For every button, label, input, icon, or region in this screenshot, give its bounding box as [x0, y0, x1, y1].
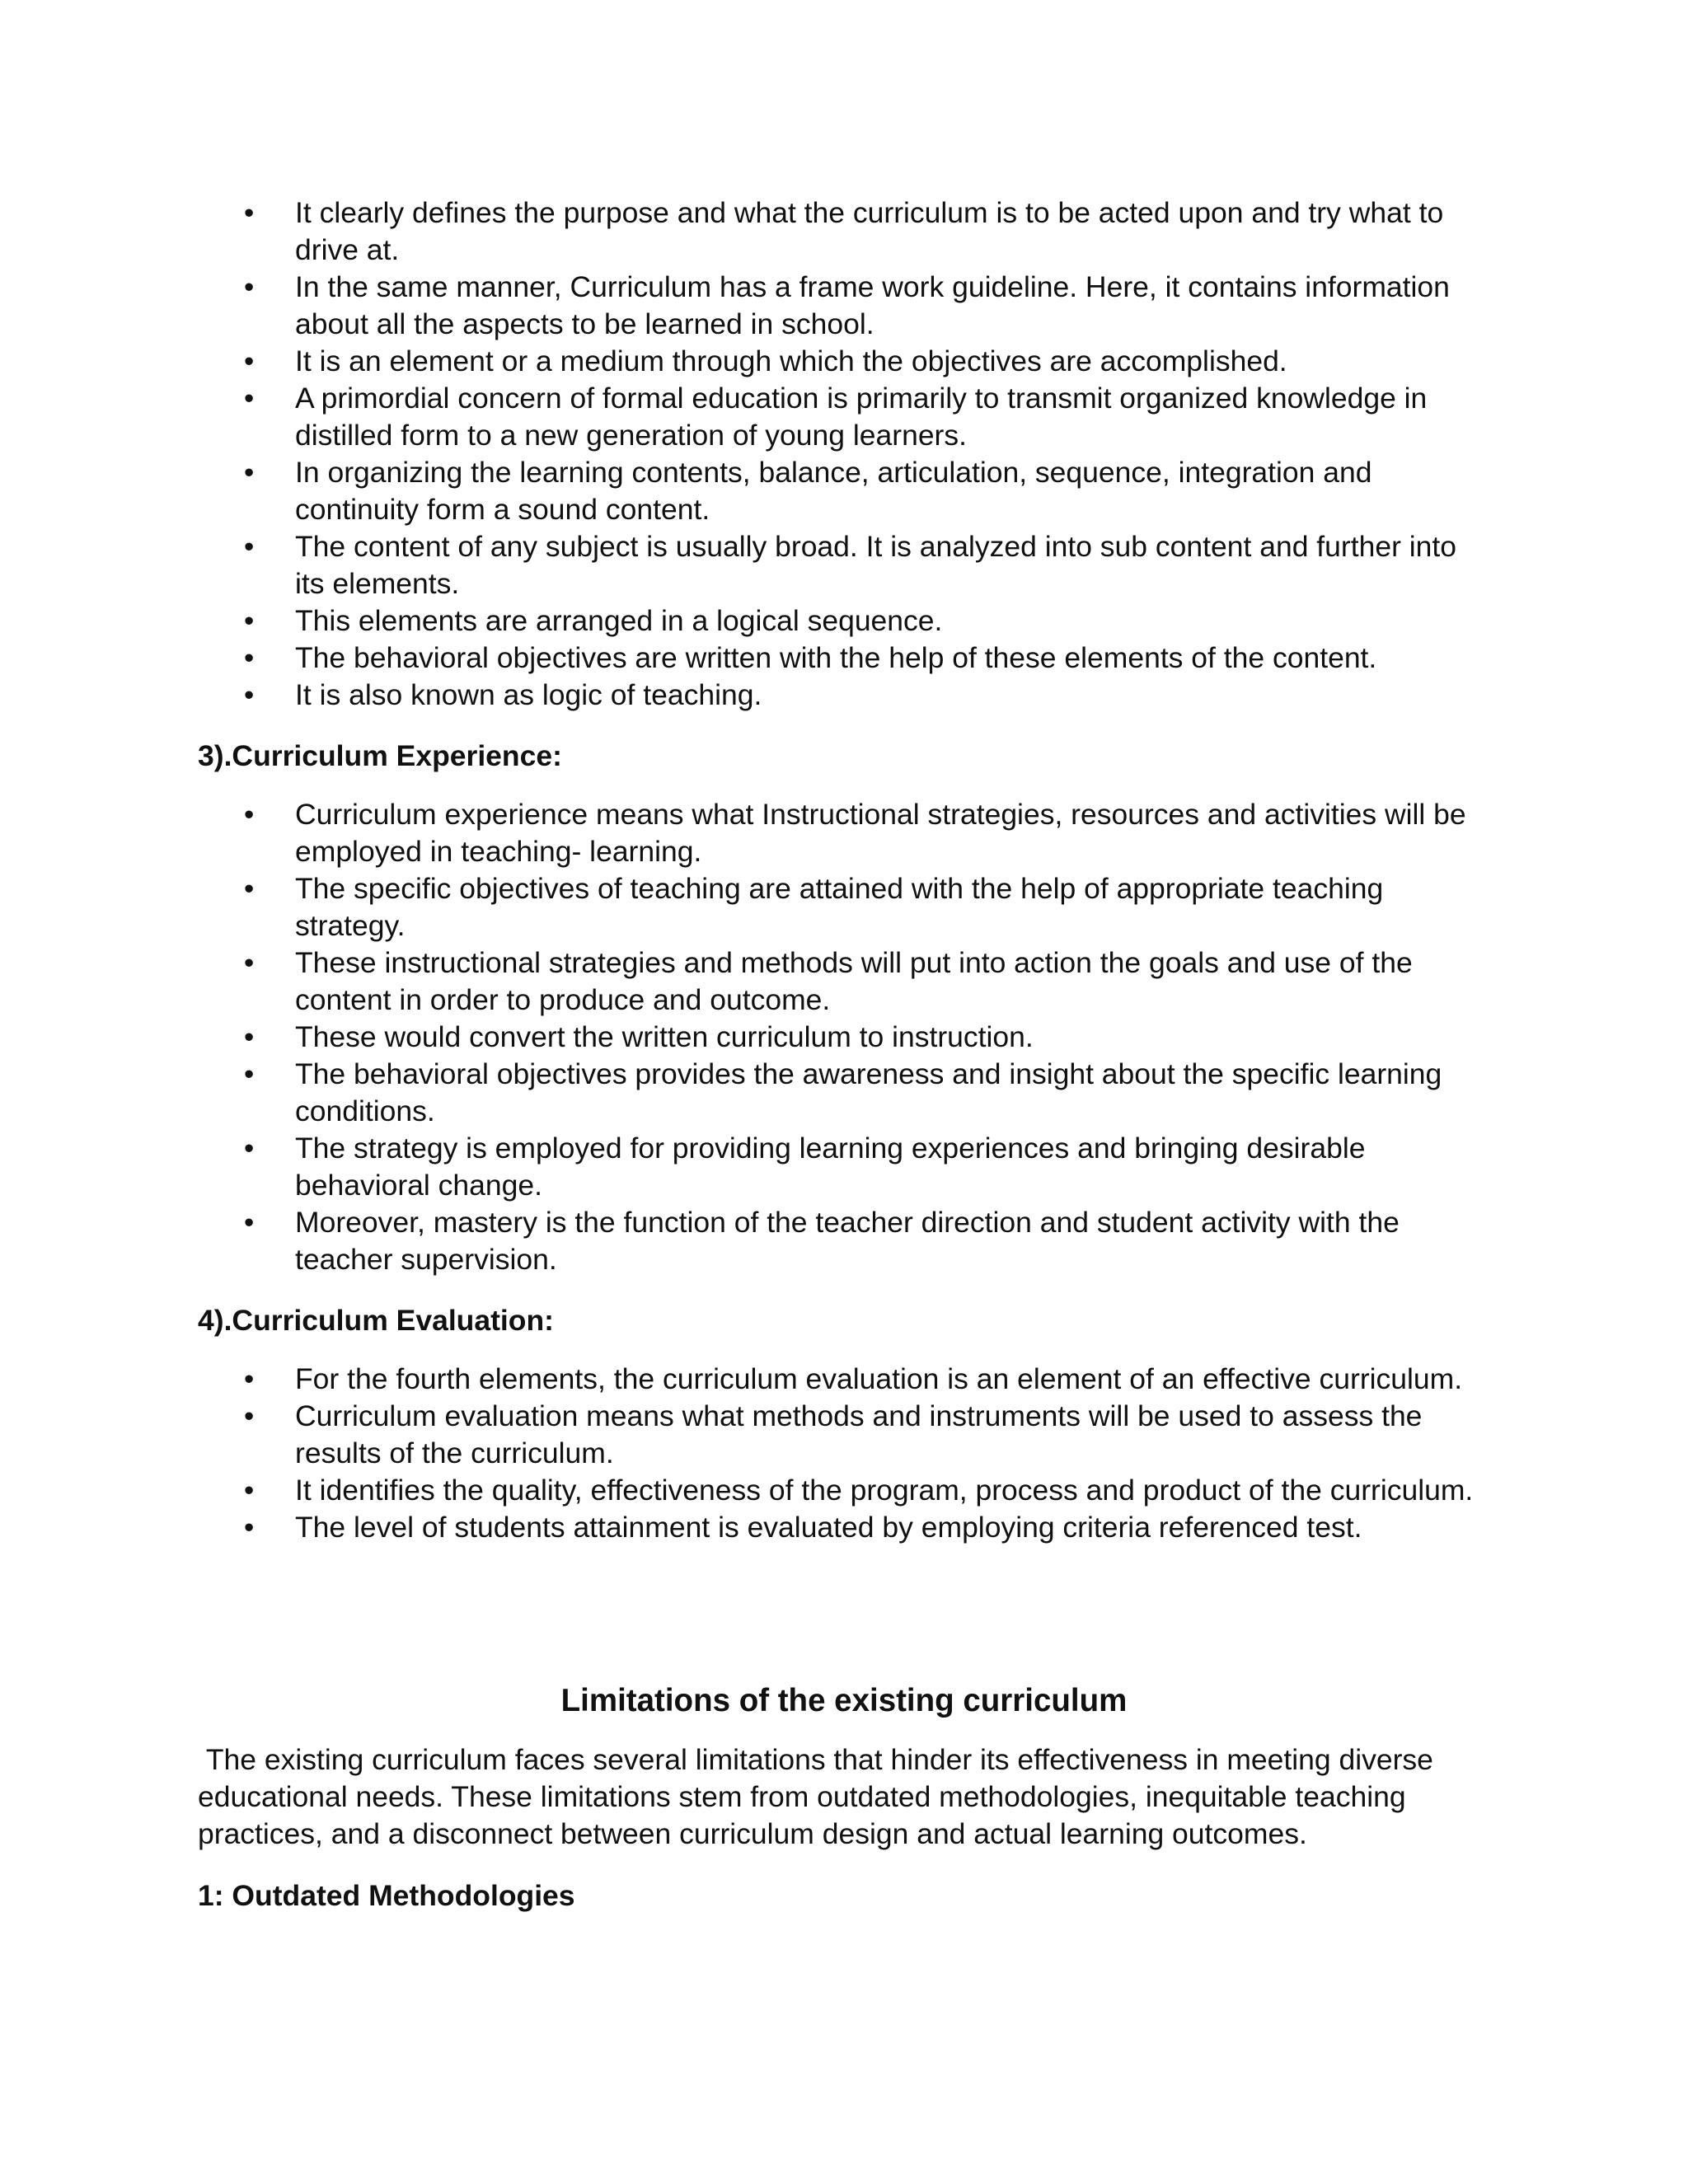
- list-item-text: Moreover, mastery is the function of the teacher direction and student activity with the teacher supervision.: [295, 1206, 1400, 1276]
- bullet-icon: •: [244, 605, 255, 637]
- list-item: [198, 1204, 1484, 1278]
- list-item-text: It is also known as logic of teaching.: [295, 678, 762, 711]
- list-item: [198, 1472, 1484, 1509]
- bullet-icon: •: [244, 1021, 255, 1053]
- list-item: [198, 796, 1484, 870]
- list-item: [198, 640, 1484, 677]
- content-elements-list-block: [198, 194, 1484, 714]
- bullet-icon: •: [244, 873, 255, 905]
- list-item-text: It clearly defines the purpose and what the curriculum is to be acted upon and try what to drive at.: [295, 196, 1444, 266]
- outdated-methodologies-heading: 1: Outdated Methodologies: [198, 1879, 575, 1912]
- list-item: [198, 269, 1484, 343]
- list-item-text: The strategy is employed for providing learning experiences and bringing desirable behavioral change.: [295, 1132, 1366, 1202]
- bullet-icon: •: [244, 382, 255, 415]
- limitations-title: Limitations of the existing curriculum: [560, 1683, 1128, 1718]
- list-item: [198, 380, 1484, 454]
- bullet-icon: •: [244, 345, 255, 377]
- list-item: [198, 944, 1484, 1019]
- bullet-icon: •: [244, 799, 255, 831]
- limitations-paragraph: The existing curriculum faces several limitations that hinder its effectiveness in meeting diverse educational needs. These limitations stem from outdated methodologies, inequitable teaching practices, and a disconnect between curriculum design and actual learning outcomes.: [198, 1743, 1442, 1850]
- list-item-text: It identifies the quality, effectiveness of the program, process and product of the curriculum.: [295, 1474, 1474, 1507]
- list-item-text: In organizing the learning contents, balance, articulation, sequence, integration and continuity form a sound content.: [295, 456, 1372, 526]
- list-item: [198, 1509, 1484, 1546]
- list-item-text: The content of any subject is usually broad. It is analyzed into sub content and further into its elements.: [295, 530, 1457, 600]
- bullet-icon: •: [244, 1511, 255, 1544]
- bullet-icon: •: [244, 1058, 255, 1090]
- bullet-icon: •: [244, 457, 255, 489]
- list-item: [198, 602, 1484, 640]
- list-item-text: For the fourth elements, the curriculum evaluation is an element of an effective curriculum.: [295, 1362, 1463, 1395]
- curriculum-evaluation-heading: 4).Curriculum Evaluation:: [198, 1304, 554, 1337]
- list-item-text: A primordial concern of formal education is primarily to transmit organized knowledge in distilled form to a new generation of young learners.: [295, 382, 1428, 452]
- list-item-text: The level of students attainment is evaluated by employing criteria referenced test.: [295, 1511, 1362, 1544]
- list-item: [198, 343, 1484, 380]
- bullet-icon: •: [244, 1207, 255, 1239]
- bullet-icon: •: [244, 642, 255, 674]
- list-item: [198, 528, 1484, 602]
- list-item-text: The behavioral objectives provides the awareness and insight about the specific learning conditions.: [295, 1057, 1442, 1127]
- list-item: [198, 1056, 1484, 1130]
- bullet-icon: •: [244, 1400, 255, 1432]
- curriculum-evaluation-list: [198, 1361, 1484, 1546]
- list-item: [198, 1130, 1484, 1204]
- list-item: [198, 870, 1484, 944]
- list-item-text: The behavioral objectives are written with the help of these elements of the content.: [295, 641, 1377, 674]
- list-item: [198, 1019, 1484, 1056]
- bullet-icon: •: [244, 1132, 255, 1165]
- list-item-text: In the same manner, Curriculum has a frame work guideline. Here, it contains information about all the aspects to be learned in school.: [295, 270, 1450, 340]
- list-item-text: Curriculum experience means what Instructional strategies, resources and activities will be employed in teaching- learning.: [295, 798, 1466, 868]
- bullet-icon: •: [244, 1474, 255, 1507]
- list-item-text: These would convert the written curriculum to instruction.: [295, 1020, 1034, 1053]
- list-item: [198, 454, 1484, 528]
- content-elements-list: [198, 194, 1484, 714]
- bullet-icon: •: [244, 679, 255, 711]
- curriculum-experience-list: [198, 796, 1484, 1278]
- bullet-icon: •: [244, 531, 255, 563]
- list-item: [198, 1361, 1484, 1398]
- list-item-text: It is an element or a medium through which the objectives are accomplished.: [295, 344, 1287, 377]
- bullet-icon: •: [244, 197, 255, 229]
- bullet-icon: •: [244, 947, 255, 979]
- list-item-text: This elements are arranged in a logical sequence.: [295, 604, 943, 637]
- list-item: [198, 1398, 1484, 1472]
- list-item: [198, 194, 1484, 269]
- list-item-text: The specific objectives of teaching are attained with the help of appropriate teaching strategy.: [295, 872, 1384, 942]
- list-item-text: Curriculum evaluation means what methods and instruments will be used to assess the results of the curriculum.: [295, 1399, 1423, 1469]
- curriculum-evaluation-list-block: [198, 1361, 1484, 1546]
- bullet-icon: •: [244, 271, 255, 303]
- bullet-icon: •: [244, 1363, 255, 1395]
- list-item-text: These instructional strategies and methods will put into action the goals and use of the content in order to produce and outcome.: [295, 946, 1413, 1016]
- curriculum-experience-list-block: [198, 796, 1484, 1278]
- list-item: [198, 677, 1484, 714]
- curriculum-experience-heading: 3).Curriculum Experience:: [198, 739, 562, 772]
